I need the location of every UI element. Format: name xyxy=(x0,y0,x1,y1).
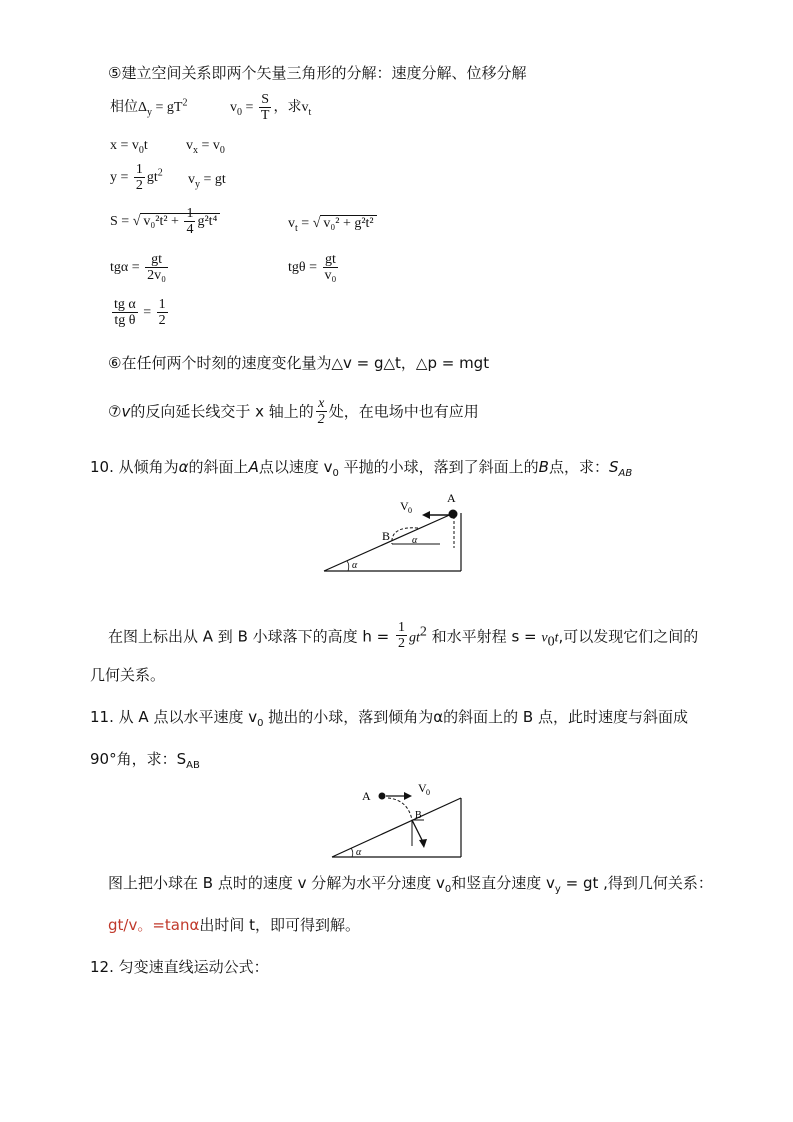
item7-frac xyxy=(316,396,327,428)
q10-h-num: 1 xyxy=(398,620,406,635)
q10-diagram xyxy=(320,488,470,578)
q11-explain-2 xyxy=(108,914,360,935)
q11-text-c: 90°角，求：S xyxy=(90,750,187,768)
sqrt-icon: √ xyxy=(312,216,321,231)
phase-label: 相位Δ xyxy=(110,100,148,115)
item7-prefix: ⑦ xyxy=(108,402,122,421)
x-eq: x = v xyxy=(110,138,139,153)
formula-vx xyxy=(186,138,225,156)
v0-num: S xyxy=(259,92,272,108)
q11-explain-c: = gt ,得到几何关系： xyxy=(560,874,713,892)
q10-ball xyxy=(449,510,458,519)
q11-explain xyxy=(108,872,713,895)
q10-title xyxy=(90,456,632,479)
formula-tga xyxy=(110,252,170,284)
vy-eq: v xyxy=(188,172,195,187)
q10-alpha1: α xyxy=(412,535,418,546)
tgt-den: v₀ xyxy=(324,268,337,284)
q10-num: 10. xyxy=(90,458,114,476)
q10-h-den: 2 xyxy=(398,636,406,652)
q10-h-frac xyxy=(396,620,407,652)
q11-v0-sub2: 0 xyxy=(444,884,452,895)
vy-rhs: = gt xyxy=(200,172,226,187)
y-num: 1 xyxy=(135,162,143,177)
q11-red-text: gt/v。=tanα xyxy=(108,916,200,934)
q12-title xyxy=(90,956,269,977)
q12-num: 12. xyxy=(90,958,114,976)
formula-y xyxy=(110,162,163,194)
v0-tail-sub: t xyxy=(308,106,312,118)
tga-lhs: tgα = xyxy=(110,260,144,276)
item7-frac-den: 2 xyxy=(317,412,325,428)
phase-exp: 2 xyxy=(182,97,188,109)
item7-frac-num: x xyxy=(318,396,325,411)
vx-rhs: = v xyxy=(198,138,220,153)
q11-text-a: 从 A 点以水平速度 v xyxy=(118,708,258,726)
ratio-num: tg α xyxy=(114,297,136,312)
S-num: 1 xyxy=(186,206,194,221)
item6-text: ⑥在任何两个时刻的速度变化量为△v = g△t，△p = mgt xyxy=(108,354,490,372)
phase-sub: y xyxy=(147,106,153,118)
vt-eq: = xyxy=(297,216,313,231)
ratio-rfrac xyxy=(157,297,168,329)
q10-explain-a: 在图上标出从 A 到 B 小球落下的高度 h = xyxy=(108,627,395,646)
q10-explain-c: ,可以发现它们之间的 xyxy=(558,627,699,646)
q11-explain-b: 和竖直分速度 v xyxy=(451,874,555,892)
arrowhead-icon xyxy=(419,839,427,848)
q11-S-sub: AB xyxy=(186,760,200,771)
q10-label-V-sub: 0 xyxy=(408,506,412,515)
q10-text-b: 的斜面上 xyxy=(188,458,249,476)
formula-x xyxy=(110,138,148,156)
v0-tail: ，求v xyxy=(273,100,309,116)
q11-num: 11. xyxy=(90,708,114,726)
x-eq-tail: t xyxy=(143,138,148,153)
q11-explain-d: 出时间 t，即可得到解。 xyxy=(199,916,361,934)
v0-lhs: v xyxy=(230,100,237,116)
y-frac xyxy=(134,162,145,194)
S-lhs: S = xyxy=(110,214,133,230)
tgt-num: gt xyxy=(323,252,339,268)
q10-B: B xyxy=(538,458,549,476)
q10-text-a: 从倾角为 xyxy=(118,458,179,476)
q10-s-t: t xyxy=(554,630,559,646)
q11-title-2 xyxy=(90,748,200,771)
item7-text xyxy=(108,396,479,428)
q10-explain-2: 几何关系。 xyxy=(90,666,166,684)
q10-label-B: B xyxy=(382,529,391,543)
vx-rhs-sub: 0 xyxy=(219,144,225,156)
q10-label-V: V xyxy=(400,499,409,513)
vt-sub: t xyxy=(295,222,298,234)
vx-sub: x xyxy=(193,144,198,156)
arrowhead-icon xyxy=(422,511,430,519)
formula-ratio xyxy=(110,297,170,329)
q10-s-val: v xyxy=(541,630,548,646)
ratio-rden: 2 xyxy=(158,313,166,329)
q11-diagram xyxy=(328,782,468,862)
q10-alpha: α xyxy=(178,458,189,476)
q10-h-tail: gt xyxy=(409,630,420,646)
sqrt-icon: √ xyxy=(132,214,141,230)
tgt-lhs: tgθ = xyxy=(288,260,321,276)
S-rad: v₀²t² + xyxy=(143,214,183,230)
q12-text: 匀变速直线运动公式： xyxy=(118,958,269,976)
item7-tail: 处，在电场中也有应用 xyxy=(328,402,479,421)
q10-A: A xyxy=(248,458,259,476)
q10-explain xyxy=(108,620,698,652)
formula-S xyxy=(110,206,220,238)
q11-explain-a: 图上把小球在 B 点时的速度 v 分解为水平分速度 v xyxy=(108,874,445,892)
q11-title xyxy=(90,706,688,729)
v0-den: T xyxy=(260,108,270,124)
y-den: 2 xyxy=(135,178,143,194)
vt-lhs: v xyxy=(288,216,295,231)
vy-sub: y xyxy=(195,178,200,190)
q11-ball xyxy=(379,793,386,800)
q10-angle-arc xyxy=(347,561,349,571)
v0-frac xyxy=(259,92,272,124)
q11-trajectory xyxy=(388,798,412,820)
q11-label-A: A xyxy=(362,789,371,803)
vt-rad: v₀² + g²t² xyxy=(320,215,376,231)
q10-S: S xyxy=(608,458,619,476)
q11-text-b: 抛出的小球，落到倾角为α的斜面上的 B 点，此时速度与斜面成 xyxy=(263,708,688,726)
formula-vy xyxy=(188,172,226,190)
q11-label-V: V xyxy=(418,782,427,795)
vx-eq: v xyxy=(186,138,193,153)
formula-phase xyxy=(110,96,187,118)
tgt-frac xyxy=(323,252,339,284)
y-rhs: gt xyxy=(146,170,158,186)
q10-S-sub: AB xyxy=(618,468,633,479)
S-radicand xyxy=(140,206,220,238)
q11-angle-arc xyxy=(351,848,353,857)
ratio-frac xyxy=(112,297,138,329)
S-frac xyxy=(184,206,195,238)
item7-mid: 的反向延长线交于 x 轴上的 xyxy=(130,402,314,421)
q11-label-V-sub: 0 xyxy=(426,788,430,797)
x-eq-sub: 0 xyxy=(138,144,144,156)
q10-explain-b: 和水平射程 s = xyxy=(426,627,542,646)
y-lhs: y = xyxy=(110,170,132,186)
q11-label-B: B xyxy=(415,810,422,821)
q10-s-sub: 0 xyxy=(547,634,555,650)
tga-num: gt xyxy=(145,252,168,268)
v0-eq: = xyxy=(242,100,257,116)
q10-v0-sub: 0 xyxy=(332,468,339,479)
ratio-rnum: 1 xyxy=(158,297,166,312)
S-rad-tail: g²t⁴ xyxy=(197,214,218,230)
phase-rhs: = gT xyxy=(152,100,183,115)
y-exp: 2 xyxy=(157,167,163,179)
tga-frac xyxy=(145,252,168,284)
q10-text-c: 点以速度 v xyxy=(258,458,333,476)
q10-text-e: 点，求： xyxy=(548,458,609,476)
item7-v: v xyxy=(121,402,131,421)
q11-v0-sub: 0 xyxy=(257,718,264,729)
v0-sub: 0 xyxy=(237,106,242,118)
q10-label-A: A xyxy=(447,491,456,505)
formula-tgt xyxy=(288,252,340,284)
q11-alpha: α xyxy=(356,847,362,858)
q10-text-d: 平抛的小球，落到了斜面上的 xyxy=(338,458,539,476)
q10-h-exp: 2 xyxy=(419,624,427,640)
ratio-eq: = xyxy=(139,305,155,321)
formula-vt xyxy=(288,216,377,234)
q10-alpha2: α xyxy=(352,560,358,571)
item5-text: ⑤建立空间关系即两个矢量三角形的分解：速度分解、位移分解 xyxy=(108,64,527,82)
arrowhead-icon xyxy=(404,792,412,800)
ratio-den: tg θ xyxy=(114,313,136,329)
q11-vy-sub: y xyxy=(554,884,561,895)
tga-den: 2v₀ xyxy=(147,268,167,284)
S-den: 4 xyxy=(186,222,194,238)
formula-v0 xyxy=(230,92,311,124)
